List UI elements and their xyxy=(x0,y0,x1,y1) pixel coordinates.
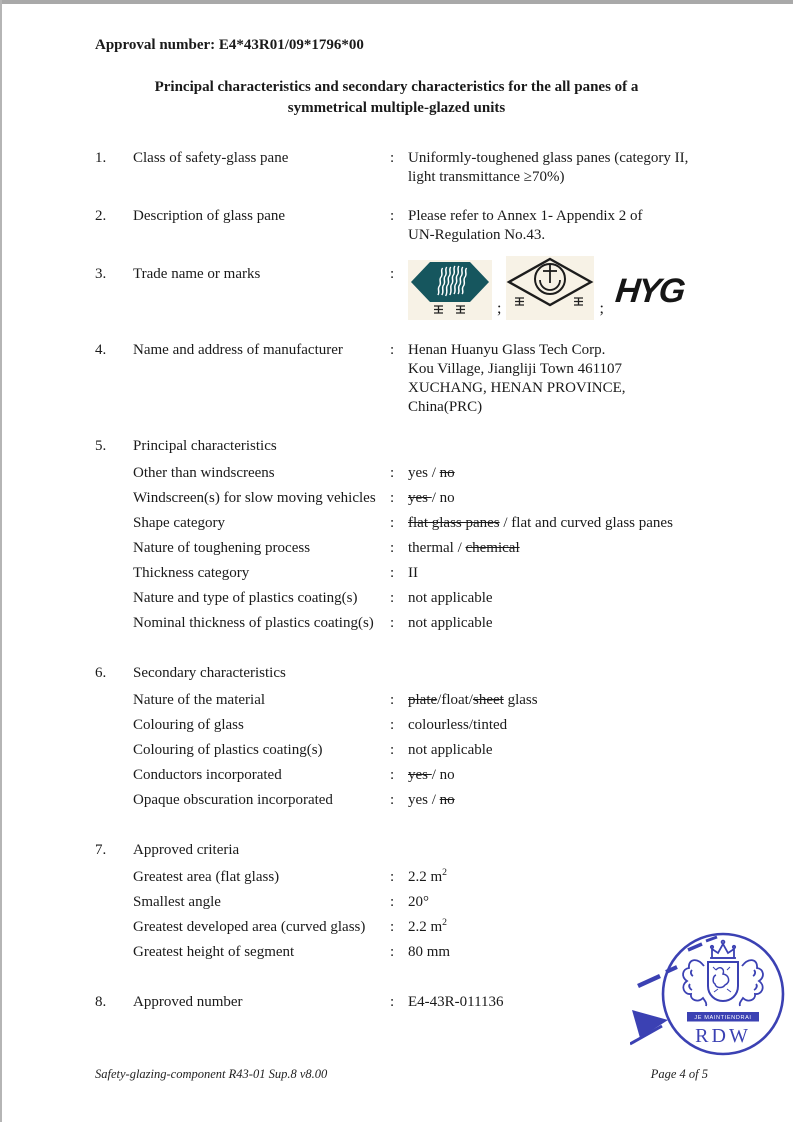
sub-characteristic-row xyxy=(95,539,753,558)
colon-separator: : xyxy=(390,565,395,581)
item-value: 2.2 $m^2$ xyxy=(408,917,448,935)
hyg-logo-text: HYG xyxy=(613,272,686,310)
item-label: Opaque obscuration incorporated xyxy=(133,792,333,808)
item-value: colourless/tinted xyxy=(408,717,508,733)
item-value: thermal / chemical xyxy=(408,540,520,556)
sub-characteristic-row xyxy=(95,514,753,533)
approval-number: Approval number: E4*43R01/09*1796*00 xyxy=(95,37,364,53)
stamp-org-name: RDW xyxy=(695,1025,751,1047)
sub-characteristic-row xyxy=(95,868,753,887)
colon-separator: : xyxy=(390,515,395,531)
page-title-line1: Principal characteristics and secondary characteristics for the all panes of a xyxy=(154,79,639,95)
item-number: 6. xyxy=(95,665,107,681)
colon-separator: : xyxy=(390,792,395,808)
item-value: 80 mm xyxy=(408,944,451,960)
item-number: 4. xyxy=(95,342,107,358)
colon-separator: : xyxy=(390,717,395,733)
sub-characteristic-row xyxy=(95,691,753,710)
rdw-stamp-icon xyxy=(630,926,792,1066)
section-header-row xyxy=(95,841,753,860)
stamp-motto: JE MAINTIENDRAI xyxy=(694,1015,752,1021)
page-footer xyxy=(0,1065,793,1084)
item-value: not applicable xyxy=(408,615,493,631)
sub-characteristic-row xyxy=(95,589,753,608)
item-value: yes / no xyxy=(408,490,455,506)
item-label: Conductors incorporated xyxy=(133,767,282,783)
item-label: Greatest developed area (curved glass) xyxy=(133,919,366,935)
footer-page-number: Page 4 of 5 xyxy=(650,1067,708,1081)
item-row xyxy=(95,341,753,417)
huanyu-diamond-logo xyxy=(506,256,594,320)
item-value: yes / no xyxy=(408,792,455,808)
sub-characteristic-row xyxy=(95,489,753,508)
colon-separator: : xyxy=(390,994,395,1010)
item-label: Nature of toughening process xyxy=(133,540,311,556)
colon-separator: : xyxy=(390,919,395,935)
colon-separator: : xyxy=(390,465,395,481)
item-row xyxy=(95,207,753,245)
item-value: 20° xyxy=(408,894,429,910)
item-number: 7. xyxy=(95,842,107,858)
sub-characteristic-row xyxy=(95,564,753,583)
item-number: 5. xyxy=(95,438,107,454)
item-number: 8. xyxy=(95,994,107,1010)
item-label: Secondary characteristics xyxy=(133,665,286,681)
item-label: Approved criteria xyxy=(133,842,240,858)
colon-separator: : xyxy=(390,944,395,960)
item-value: flat glass panes / flat and curved glass panes xyxy=(408,515,673,531)
item-value: Uniformly-toughened glass panes (category II, light transmittance ≥70%) xyxy=(408,150,689,185)
colon-separator: : xyxy=(390,540,395,556)
hyg-logo xyxy=(609,274,687,320)
colon-separator: : xyxy=(390,869,395,885)
item-label: Shape category xyxy=(133,515,226,531)
item-value: not applicable xyxy=(408,590,493,606)
item-value: not applicable xyxy=(408,742,493,758)
diamond-mark-icon xyxy=(506,256,594,314)
huanyu-hexagon-logo xyxy=(408,260,492,320)
item-label: Principal characteristics xyxy=(133,438,277,454)
page-title-line2: symmetrical multiple-glazed units xyxy=(287,100,506,116)
item-row xyxy=(95,265,753,320)
colon-separator: : xyxy=(390,208,395,224)
item-label: Colouring of plastics coating(s) xyxy=(133,742,323,758)
colon-separator: : xyxy=(390,692,395,708)
item-value: Please refer to Annex 1- Appendix 2 of UN-Regulation No.43. xyxy=(408,208,643,243)
colon-separator: : xyxy=(390,894,395,910)
section-header-row xyxy=(95,664,753,683)
item-value: Henan Huanyu Glass Tech Corp. Kou Village, Jiangliji Town 461107 XUCHANG, HENAN PROVINCE, China(PRC) xyxy=(408,342,626,415)
rdw-stamp xyxy=(630,926,792,1072)
item-value: E4-43R-011136 xyxy=(408,994,504,1010)
sub-characteristic-row xyxy=(95,614,753,633)
section-header-row xyxy=(95,437,753,456)
colon-separator: : xyxy=(390,490,395,506)
separator-semicolon: ; xyxy=(599,300,604,317)
item-label: Smallest angle xyxy=(133,894,221,910)
sub-characteristic-row xyxy=(95,464,753,483)
item-label: Nature of the material xyxy=(133,692,266,708)
sub-characteristic-row xyxy=(95,893,753,912)
sub-characteristic-row xyxy=(95,741,753,760)
sub-characteristic-row xyxy=(95,766,753,785)
hexagon-mark-icon xyxy=(408,260,492,314)
colon-separator: : xyxy=(390,590,395,606)
page-title xyxy=(0,77,793,119)
scan-edge-top xyxy=(0,0,793,4)
sub-characteristic-row xyxy=(95,716,753,735)
colon-separator: : xyxy=(390,767,395,783)
item-value: plate/float/sheet glass xyxy=(408,692,538,708)
item-row xyxy=(95,149,753,187)
item-number: 2. xyxy=(95,208,107,224)
footer-document-reference: Safety-glazing-component R43-01 Sup.8 v8.00 xyxy=(95,1067,328,1081)
colon-separator: : xyxy=(390,266,395,282)
item-label: Nominal thickness of plastics coating(s) xyxy=(133,615,374,631)
item-label: Nature and type of plastics coating(s) xyxy=(133,590,358,606)
scan-edge-left xyxy=(0,0,2,1122)
item-label: Colouring of glass xyxy=(133,717,244,733)
item-label: Name and address of manufacturer xyxy=(133,342,343,358)
item-value: yes / no xyxy=(408,465,455,481)
colon-separator: : xyxy=(390,342,395,358)
colon-separator: : xyxy=(390,615,395,631)
item-label: Other than windscreens xyxy=(133,465,275,481)
item-label: Thickness category xyxy=(133,565,250,581)
item-label: Trade name or marks xyxy=(133,266,261,282)
separator-semicolon: ; xyxy=(497,300,502,317)
item-value: 2.2 $m^2$ xyxy=(408,867,448,885)
item-label: Description of glass pane xyxy=(133,208,286,224)
item-number: 3. xyxy=(95,266,107,282)
item-label: Greatest area (flat glass) xyxy=(133,869,280,885)
items-list xyxy=(0,149,793,1012)
item-value: II xyxy=(408,565,418,581)
colon-separator: : xyxy=(390,742,395,758)
item-label: Windscreen(s) for slow moving vehicles xyxy=(133,490,376,506)
item-value: yes / no xyxy=(408,767,455,783)
item-label: Class of safety-glass pane xyxy=(133,150,289,166)
hexagon-mark-characters xyxy=(434,306,465,313)
item-label: Approved number xyxy=(133,994,243,1010)
item-label: Greatest height of segment xyxy=(133,944,295,960)
trade-marks xyxy=(408,256,753,320)
item-number: 1. xyxy=(95,150,107,166)
item-value xyxy=(408,265,753,320)
colon-separator: : xyxy=(390,150,395,166)
sub-characteristic-row xyxy=(95,791,753,810)
